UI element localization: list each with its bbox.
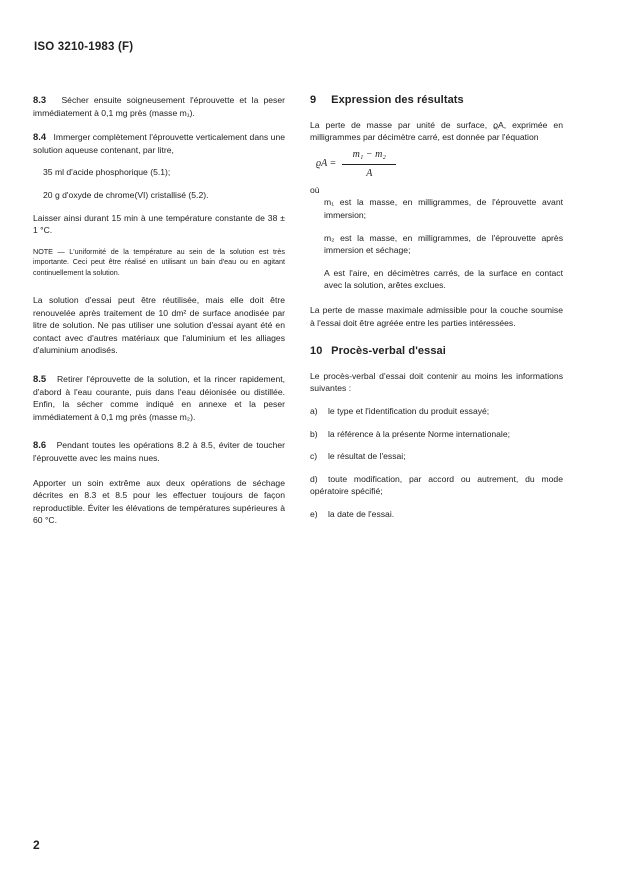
reuse-paragraph: La solution d'essai peut être réutilisée, mais elle doit être renouvelée après traitement de 10 dm² de surface anodisée par litre de solution. Ne pas utiliser une solution d'essai ayant été en contact avec d'autres matériaux que l'aluminium et les alliages d'aluminium anodisés. bbox=[33, 294, 285, 356]
clause-text: Retirer l'éprouvette de la solution, et la rincer rapidement, d'abord à l'eau courante, puis dans l'eau déionisée ou distillée. Enfin, la sécher comme indiqué en annexe et la peser immédiatement à 0,1 mg près (masse m₂). bbox=[33, 373, 285, 422]
clause-text: Pendant toutes les opérations 8.2 à 8.5, éviter de toucher l'éprouvette avec les mains nues. bbox=[33, 440, 285, 463]
clause-8-4 bbox=[33, 131, 285, 156]
list-text: toute modification, par accord ou autrement, du mode opératoire spécifié; bbox=[310, 473, 563, 497]
right-column bbox=[310, 94, 563, 530]
solution-item-oxide: 20 g d'oxyde de chrome(VI) cristallisé (5.2). bbox=[43, 189, 209, 200]
report-items bbox=[310, 405, 563, 521]
left-column bbox=[33, 94, 285, 527]
list-text: le résultat de l'essai; bbox=[328, 451, 406, 462]
section-number: 10 bbox=[310, 345, 323, 358]
list-label: b) bbox=[310, 428, 318, 439]
standard-reference: ISO 3210-1983 (F) bbox=[34, 41, 134, 53]
clause-number: 8.5 bbox=[33, 372, 47, 384]
list-text: la date de l'essai. bbox=[328, 508, 395, 519]
clause-8-5 bbox=[33, 373, 285, 423]
list-item bbox=[310, 405, 563, 418]
definition-m1: m₁ est la masse, en milligrammes, de l'éprouvette avant immersion; bbox=[324, 197, 563, 220]
list-label: d) bbox=[310, 473, 318, 484]
note: NOTE — L'uniformité de la température au sein de la solution est très importante. Ceci peut être réalisé en utilisant un bain d'eau ou en agitant continuellement la solution. bbox=[33, 246, 285, 277]
temperature-paragraph: Laisser ainsi durant 15 min à une température constante de 38 ± 1 °C. bbox=[33, 212, 285, 236]
definition-a: A est l'aire, en décimètres carrés, de la surface en contact avec la solution, arêtes exclues. bbox=[324, 267, 563, 291]
list-label: e) bbox=[310, 508, 318, 519]
max-loss-paragraph: La perte de masse maximale admissible pour la couche soumise à l'essai doit être agréée entre les parties intéressées. bbox=[310, 304, 563, 328]
formula-numerator: m₁ − m₂ bbox=[352, 148, 386, 160]
list-item bbox=[310, 428, 563, 441]
clause-text: Immerger complètement l'éprouvette verticalement dans une solution aqueuse contenant, par litre, bbox=[33, 132, 286, 155]
list-text: le type et l'identification du produit essayé; bbox=[328, 405, 490, 416]
section-title: Procès-verbal d'essai bbox=[331, 345, 446, 358]
page-number: 2 bbox=[33, 838, 40, 852]
formula-fraction bbox=[342, 149, 396, 181]
care-paragraph: Apporter un soin extrême aux deux opérations de séchage décrites en 8.3 et 8.5 pour les effectuer toujours de façon reproductible. Éviter les élévations de températures supérieures à 60 °C. bbox=[33, 477, 285, 526]
list-label: c) bbox=[310, 451, 318, 462]
section-number: 9 bbox=[310, 94, 317, 106]
clause-number: 8.4 bbox=[33, 131, 47, 143]
section-10-heading bbox=[310, 345, 563, 358]
report-intro: Le procès-verbal d'essai doit contenir au moins les informations suivantes : bbox=[310, 370, 563, 394]
definition-m2: m₂ est la masse, en milligrammes, de l'éprouvette après immersion et séchage; bbox=[324, 232, 563, 256]
list-item bbox=[310, 473, 563, 498]
mass-loss-formula bbox=[316, 148, 563, 182]
list-label: a) bbox=[310, 405, 318, 416]
section-title: Expression des résultats bbox=[331, 94, 464, 106]
mass-loss-paragraph: La perte de masse par unité de surface, ϱA, exprimée en milligrammes par décimètre carré, est donnée par l'équation bbox=[310, 119, 563, 143]
fraction-bar bbox=[342, 164, 396, 165]
clause-number: 8.3 bbox=[33, 94, 47, 105]
where-label: où bbox=[310, 184, 320, 195]
list-item bbox=[310, 508, 563, 521]
list-text: la référence à la présente Norme internationale; bbox=[328, 428, 511, 439]
list-item bbox=[310, 450, 563, 463]
clause-8-3 bbox=[33, 94, 285, 119]
clause-text: Sécher ensuite soigneusement l'éprouvette et la peser immédiatement à 0,1 mg près (masse m₁). bbox=[33, 95, 285, 118]
formula-lhs: ϱA = bbox=[316, 158, 337, 170]
clause-8-6 bbox=[33, 439, 285, 464]
formula-denominator: A bbox=[366, 168, 373, 180]
variable-definitions bbox=[310, 196, 563, 292]
clause-number: 8.6 bbox=[33, 439, 47, 451]
section-9-heading bbox=[310, 94, 563, 107]
solution-item-acid: 35 ml d'acide phosphorique (5.1); bbox=[43, 167, 171, 178]
